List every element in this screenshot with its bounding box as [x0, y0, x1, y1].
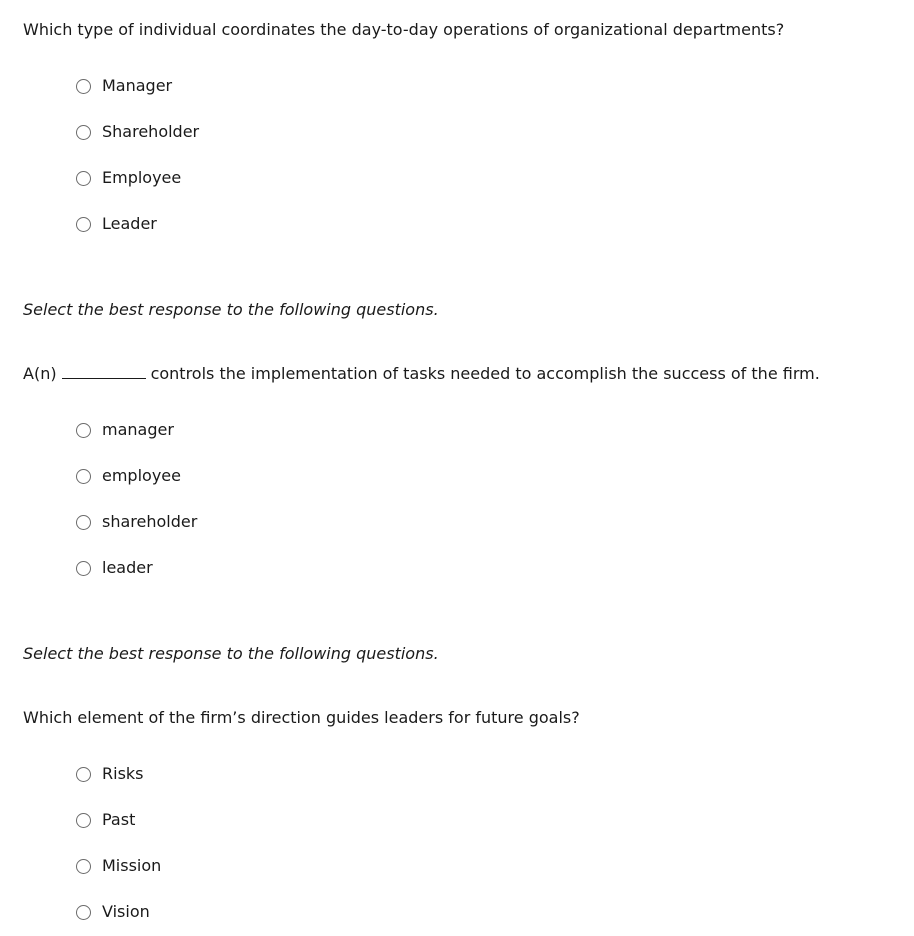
q1-option-manager[interactable]	[76, 75, 172, 97]
question-2-suffix: controls the implementation of tasks needed to accomplish the success of the firm.	[150, 364, 820, 383]
radio-button-icon[interactable]	[76, 79, 91, 94]
option-label: manager	[102, 420, 174, 439]
option-label: Shareholder	[102, 122, 200, 141]
q3-option-risks[interactable]	[76, 763, 144, 785]
radio-button-icon[interactable]	[76, 469, 91, 484]
option-label: Employee	[102, 168, 182, 187]
q2-option-employee[interactable]	[76, 465, 181, 487]
radio-button-icon[interactable]	[76, 767, 91, 782]
radio-button-icon[interactable]	[76, 217, 91, 232]
option-label: shareholder	[102, 512, 198, 531]
option-label: Manager	[102, 76, 173, 95]
radio-button-icon[interactable]	[76, 813, 91, 828]
option-label: Leader	[102, 214, 157, 233]
option-label: Risks	[102, 764, 144, 783]
option-label: Past	[102, 810, 136, 829]
radio-button-icon[interactable]	[76, 423, 91, 438]
q1-option-shareholder[interactable]	[76, 121, 199, 143]
question-3-text: Which element of the firm’s direction guides leaders for future goals?	[23, 708, 580, 727]
radio-button-icon[interactable]	[76, 171, 91, 186]
q1-option-employee[interactable]	[76, 167, 181, 189]
radio-button-icon[interactable]	[76, 125, 91, 140]
option-label: employee	[102, 466, 181, 485]
radio-button-icon[interactable]	[76, 905, 91, 920]
q3-option-mission[interactable]	[76, 855, 161, 877]
radio-button-icon[interactable]	[76, 859, 91, 874]
question-1-text: Which type of individual coordinates the day-to-day operations of organizational departments?	[23, 20, 785, 39]
question-2-instruction: Select the best response to the following questions.	[23, 300, 439, 319]
question-2-prefix: A(n)	[23, 364, 57, 383]
option-label: Vision	[102, 902, 150, 921]
q2-option-manager[interactable]	[76, 419, 174, 441]
radio-button-icon[interactable]	[76, 561, 91, 576]
radio-button-icon[interactable]	[76, 515, 91, 530]
fill-in-blank	[62, 366, 146, 379]
question-3-instruction: Select the best response to the following questions.	[23, 644, 439, 663]
question-2-text	[23, 364, 820, 384]
option-label: Mission	[102, 856, 162, 875]
option-label: leader	[102, 558, 153, 577]
q2-option-shareholder[interactable]	[76, 511, 197, 533]
q3-option-past[interactable]	[76, 809, 135, 831]
q2-option-leader[interactable]	[76, 557, 153, 579]
q1-option-leader[interactable]	[76, 213, 157, 235]
q3-option-vision[interactable]	[76, 901, 150, 923]
